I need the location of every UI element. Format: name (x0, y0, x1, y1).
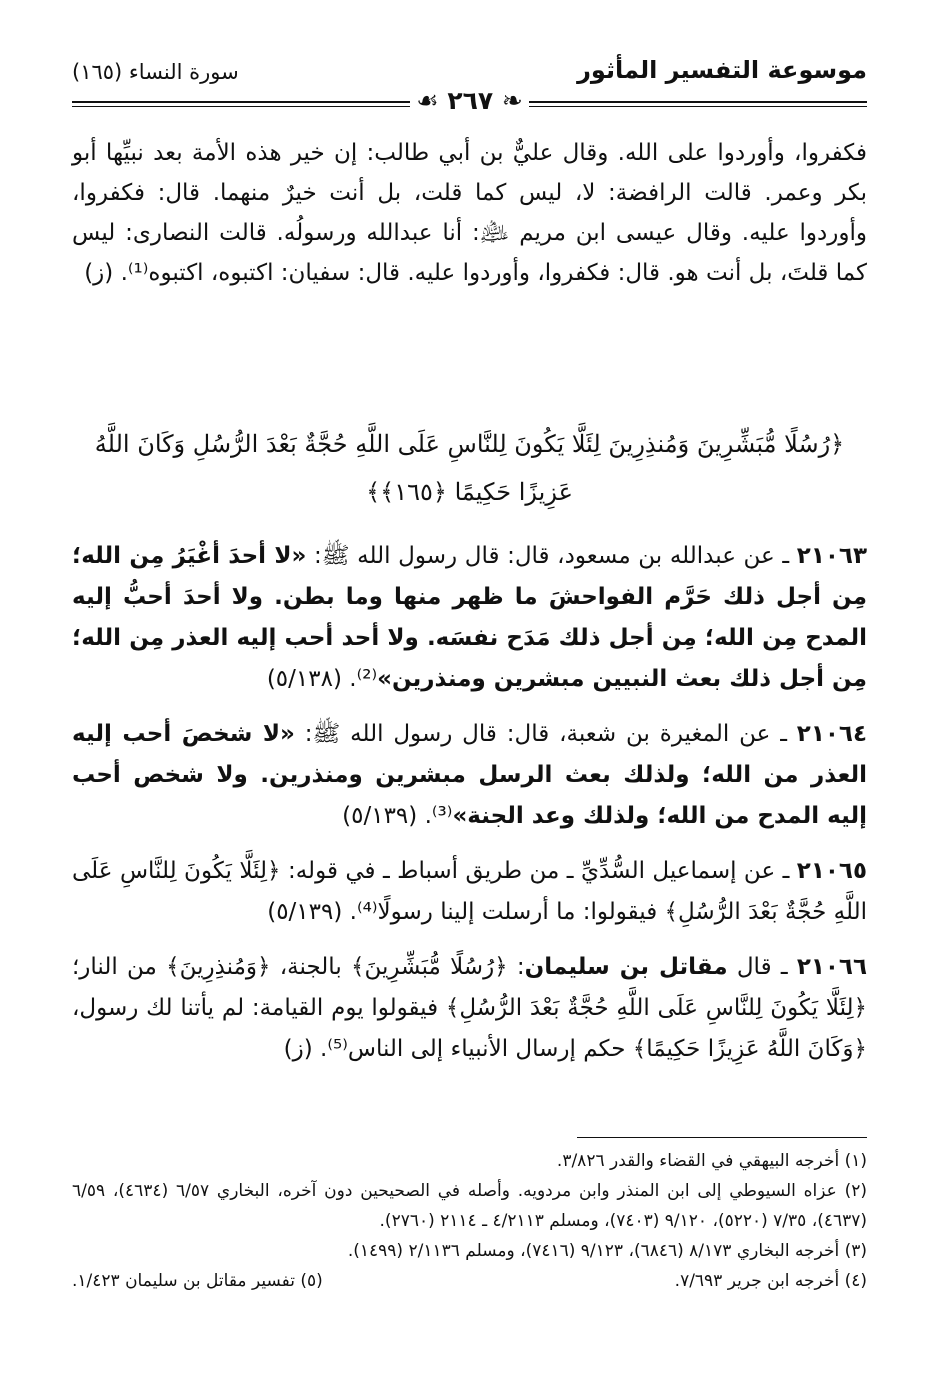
footnote-1: (١) أخرجه البيهقي في القضاء والقدر ٣/٨٢٦. (556, 1151, 867, 1171)
footnotes (72, 1146, 867, 1296)
entry-intro: ـ عن إسماعيل السُّدِّيِّ ـ من طريق أسباط ـ في قوله: (280, 858, 797, 884)
header-rule-right (529, 101, 867, 103)
footnote-5: (٥) تفسير مقاتل بن سليمان ١/٤٢٣. (72, 1271, 323, 1291)
intro-text: فكفروا، وأوردوا على الله. وقال عليٌّ بن أبي طالب: إن خير هذه الأمة بعد نبيِّها أبو بكر وعمر. قالت الرافضة: لا، ليس كما قلت، بل أنت خيرٌ منهما. قال: فكفروا، وأوردوا عليه. وقال عيسى ابن مريم ﵇: أنا عبدالله ورسولُه. قالت النصارى: ليس كما قلتَ، بل أنت هو. قال: فكفروا، وأوردوا عليه. قال: سفيان: اكتبوه، اكتبوه⁽¹⁾. (ز) (72, 140, 867, 286)
footnote-3: (٣) أخرجه البخاري ٨/١٧٣ (٦٨٤٦)، ٩/١٢٣ (٧٤١٦)، ومسلم ٢/١١٣٦ (١٤٩٩). (347, 1241, 867, 1261)
ornament-icon: ☙ (416, 86, 448, 115)
surah-label: سورة النساء (١٦٥) (72, 60, 239, 84)
quran-verse: ﴿رُسُلًا مُّبَشِّرِينَ وَمُنذِرِينَ لِئَلَّا يَكُونَ لِلنَّاسِ عَلَى اللَّهِ حُجَّةٌ بَعْدَ الرُّسُلِ وَكَانَ اللَّهُ عَزِيزًا حَكِيمًا ﴿١٦٥﴾﴾ (94, 430, 845, 506)
header-rule-right-thin (529, 106, 867, 107)
entry-hadith: «لا شخصَ أحب إليه العذر من الله؛ ولذلك بعث الرسل مبشرين ومنذرين. ولا شخص أحب إليه المدح من الله؛ ولذلك وعد الجنة» (72, 721, 867, 829)
entry-tail: ﴿لِئَلَّا يَكُونَ لِلنَّاسِ عَلَى اللَّهِ حُجَّةٌ بَعْدَ الرُّسُلِ﴾ فيقولوا: ما أرسلت إلينا رسولًا⁽⁴⁾. (٥/١٣٩) (72, 858, 867, 925)
entry-number: ٢١٠٦٤ (796, 721, 867, 747)
header-rule-left-thin (72, 106, 410, 107)
entry-number: ٢١٠٦٣ (796, 543, 867, 569)
footnote-separator (577, 1137, 867, 1138)
narration-entry (72, 714, 867, 837)
footnote-row (72, 1266, 867, 1296)
page-number-text: ٢٦٧ (447, 86, 494, 115)
entry-intro: ـ عن عبدالله بن مسعود، قال: قال رسول الله ﷺ: (306, 543, 797, 569)
narration-entry (72, 947, 867, 1070)
entry-number: ٢١٠٦٦ (796, 954, 868, 980)
entry-number: ٢١٠٦٥ (796, 858, 867, 884)
entry-tail: ⁽³⁾. (٥/١٣٩) (342, 803, 453, 829)
entry-intro: ـ عن المغيرة بن شعبة، قال: قال رسول الله ﷺ: (294, 721, 797, 747)
footnote-4: (٤) أخرجه ابن جرير ٧/٦٩٣. (674, 1271, 867, 1291)
entry-author: مقاتل بن سليمان (524, 954, 728, 980)
page-number (410, 86, 529, 115)
narration-entry (72, 536, 867, 700)
intro-paragraph (72, 133, 867, 293)
ornament-icon: ❧ (493, 86, 523, 115)
narrations-list (72, 536, 867, 1084)
footnote-2: (٢) عزاه السيوطي إلى ابن المنذر وابن مردويه. وأصله في الصحيحين دون آخره، البخاري ٦/٥٧ (٤٦٣٤)، ٦/٥٩ (٤٦٣٧)، ٧/٣٥ (٥٢٢٠)، ٩/١٢٠ (٧٤٠٣)، ومسلم ٤/٢١١٣ ـ ٢١١٤ (٢٧٦٠). (72, 1181, 867, 1231)
entry-intro: ـ قال (727, 954, 797, 980)
entry-tail: : ﴿رُسُلًا مُّبَشِّرِينَ﴾ بالجنة، ﴿وَمُنذِرِينَ﴾ من النار؛ ﴿لِئَلَّا يَكُونَ لِلنَّاسِ عَلَى اللَّهِ حُجَّةٌ بَعْدَ الرُّسُلِ﴾ فيقولوا يوم القيامة: لم يأتنا لك رسول، ﴿وَكَانَ اللَّهُ عَزِيزًا حَكِيمًا﴾ حكم إرسال الأنبياء إلى الناس⁽⁵⁾. (ز) (72, 954, 867, 1062)
entry-tail: ⁽²⁾. (٥/١٣٨) (266, 666, 378, 692)
entry-hadith: «لا أحدَ أغْيَرُ مِن الله؛ مِن أجل ذلك حَرَّم الفواحشَ ما ظهر منها وما بطن. ولا أحدَ أحبُّ إليه المدح مِن الله؛ مِن أجل ذلك مَدَح نفسَه. ولا أحد أحب إليه العذر مِن الله؛ مِن أجل ذلك بعث النبيين مبشرين ومنذرين» (72, 543, 867, 692)
book-title: موسوعة التفسير المأثور (577, 56, 867, 84)
narration-entry (72, 851, 867, 933)
header-rule-left (72, 101, 410, 103)
